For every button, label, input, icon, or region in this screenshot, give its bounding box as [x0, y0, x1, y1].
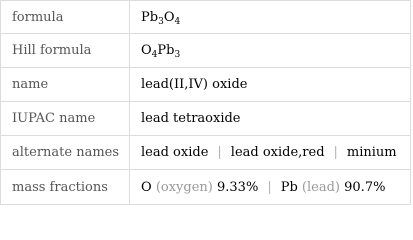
formula-part-subscript-4: 4	[174, 16, 181, 27]
hill-formula-label: Hill formula	[1, 34, 130, 68]
formula-label: formula	[1, 1, 130, 34]
mass-fraction-symbol: O	[141, 179, 152, 195]
alternate-name: minium	[346, 145, 397, 160]
separator: |	[267, 179, 272, 195]
alternate-names-label: alternate names	[1, 136, 130, 170]
hill-part-subscript-3: 3	[174, 50, 181, 60]
separator: |	[217, 145, 222, 160]
table-row-iupac-name	[1, 102, 411, 136]
separator: |	[333, 145, 338, 160]
mass-fraction-symbol: Pb	[280, 179, 298, 195]
hill-part-element-o: O	[141, 43, 152, 58]
mass-fraction-element-name: (lead)	[301, 179, 340, 195]
hill-part-subscript-4: 4	[151, 50, 158, 60]
mass-fraction-percent: 9.33%	[217, 179, 259, 195]
alternate-names-value	[130, 136, 411, 170]
table-row-alternate-names	[1, 136, 411, 170]
table-row-name	[1, 68, 411, 102]
iupac-name-label: IUPAC name	[1, 102, 130, 136]
mass-fractions-value	[130, 170, 411, 205]
table-row-hill-formula	[1, 34, 411, 68]
mass-fractions-label: mass fractions	[1, 170, 130, 205]
mass-fraction-percent: 90.7%	[344, 179, 386, 195]
hill-formula-value	[130, 34, 411, 68]
formula-part-element-pb: Pb	[141, 9, 159, 25]
name-value: lead(II,IV) oxide	[130, 68, 411, 102]
formula-part-subscript-3: 3	[158, 16, 164, 27]
formula-value	[130, 1, 411, 34]
alternate-name: lead oxide	[141, 145, 209, 160]
alternate-name: lead oxide,red	[230, 145, 325, 160]
hill-part-element-pb: Pb	[157, 43, 175, 58]
table-row-mass-fractions	[1, 170, 411, 205]
formula-part-element-o: O	[163, 9, 175, 25]
name-label: name	[1, 68, 130, 102]
iupac-name-value: lead tetraoxide	[130, 102, 411, 136]
table-row-formula	[1, 1, 411, 34]
mass-fraction-element-name: (oxygen)	[155, 179, 213, 195]
